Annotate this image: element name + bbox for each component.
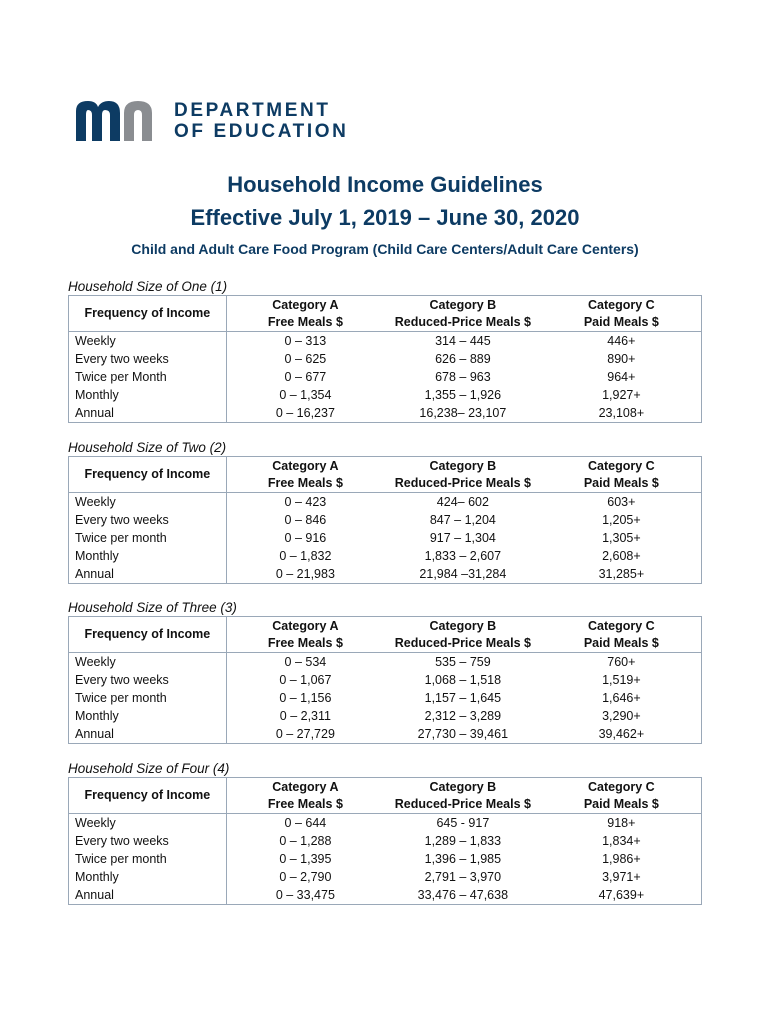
category-c-cell: 760+: [607, 655, 636, 669]
category-c-header: [542, 778, 702, 814]
table-row: [69, 529, 702, 547]
header-label: Free Meals $: [267, 796, 343, 811]
header-label: Paid Meals $: [583, 796, 659, 811]
category-b-header: [384, 778, 542, 814]
table-row: [69, 725, 702, 744]
frequency-cell: Annual: [69, 404, 227, 423]
category-a-cell: 0 – 644: [284, 816, 327, 830]
category-b-cell: 1,396 – 1,985: [424, 852, 502, 866]
category-c-cell: 1,205+: [602, 513, 641, 527]
table-row: [69, 707, 702, 725]
category-b-cell: 2,312 – 3,289: [424, 709, 502, 723]
table-header-row: [69, 457, 702, 493]
section-title: Household Size of Four (4): [68, 761, 230, 776]
category-c-cell: 47,639+: [598, 888, 645, 902]
header-label: Category B: [429, 458, 497, 473]
category-a-cell: 0 – 1,156: [279, 691, 332, 705]
category-c-cell: 1,834+: [602, 834, 641, 848]
table-row: [69, 850, 702, 868]
category-a-cell: 0 – 916: [284, 531, 327, 545]
household-section: [68, 760, 702, 905]
category-b-cell: 1,068 – 1,518: [424, 673, 502, 687]
program-name: Child and Adult Care Food Program (Child Care Centers/Adult Care Centers): [131, 241, 639, 257]
table-row: [69, 511, 702, 529]
frequency-header: [69, 778, 227, 814]
category-c-cell: 3,290+: [602, 709, 641, 723]
header-label: Category B: [429, 297, 497, 312]
frequency-cell: Monthly: [69, 386, 227, 404]
category-c-cell: 39,462+: [598, 727, 645, 741]
category-a-cell: 0 – 625: [284, 352, 327, 366]
header-label: Free Meals $: [267, 314, 343, 329]
category-b-cell: 33,476 – 47,638: [417, 888, 509, 902]
frequency-cell: Annual: [69, 886, 227, 905]
header-label: Reduced-Price Meals $: [394, 314, 531, 329]
category-b-header: [384, 457, 542, 493]
header-label: Reduced-Price Meals $: [394, 796, 531, 811]
category-b-cell: 2,791 – 3,970: [424, 870, 502, 884]
mn-logo-icon: [76, 101, 162, 141]
frequency-cell: Every two weeks: [69, 671, 227, 689]
table-row: [69, 404, 702, 423]
logo-line-2: OF EDUCATION: [174, 121, 349, 142]
table-row: [69, 493, 702, 512]
effective-dates: Effective July 1, 2019 – June 30, 2020: [190, 205, 580, 230]
category-c-cell: 1,305+: [602, 531, 641, 545]
category-a-cell: 0 – 2,790: [279, 870, 332, 884]
household-section: [68, 599, 702, 744]
category-a-cell: 0 – 27,729: [275, 727, 335, 741]
category-a-cell: 0 – 21,983: [275, 567, 335, 581]
category-a-cell: 0 – 1,832: [279, 549, 332, 563]
category-c-cell: 23,108+: [598, 406, 645, 420]
header-label: Paid Meals $: [583, 635, 659, 650]
category-c-cell: 2,608+: [602, 549, 641, 563]
category-b-cell: 678 – 963: [435, 370, 491, 384]
header-label: Category C: [588, 458, 655, 473]
frequency-cell: Twice per Month: [69, 368, 227, 386]
category-b-cell: 21,984 –31,284: [419, 567, 507, 581]
page-title: Household Income Guidelines: [227, 172, 543, 197]
category-a-cell: 0 – 2,311: [279, 709, 331, 723]
table-row: [69, 868, 702, 886]
frequency-cell: Monthly: [69, 547, 227, 565]
category-c-cell: 446+: [607, 334, 636, 348]
header-label: Free Meals $: [267, 475, 343, 490]
category-b-cell: 424– 602: [436, 495, 489, 509]
category-a-header: [226, 296, 384, 332]
category-c-header: [542, 296, 702, 332]
section-title: Household Size of Three (3): [68, 600, 237, 615]
header-label: Frequency of Income: [84, 788, 211, 802]
header-label: Frequency of Income: [84, 306, 211, 320]
category-a-cell: 0 – 33,475: [275, 888, 335, 902]
category-a-cell: 0 – 1,354: [279, 388, 332, 402]
category-b-cell: 645 - 917: [436, 816, 490, 830]
category-a-cell: 0 – 423: [284, 495, 327, 509]
household-section: [68, 439, 702, 584]
category-a-cell: 0 – 313: [284, 334, 327, 348]
category-c-cell: 603+: [607, 495, 636, 509]
header-label: Category A: [272, 458, 339, 473]
category-c-cell: 918+: [607, 816, 636, 830]
frequency-cell: Weekly: [69, 493, 227, 512]
table-row: [69, 814, 702, 833]
table-row: [69, 565, 702, 584]
frequency-cell: Annual: [69, 565, 227, 584]
category-c-cell: 1,646+: [602, 691, 641, 705]
category-c-cell: 1,986+: [602, 852, 641, 866]
header-label: Category C: [588, 297, 655, 312]
table-row: [69, 332, 702, 351]
table-row: [69, 886, 702, 905]
header-label: Reduced-Price Meals $: [394, 635, 531, 650]
category-b-cell: 27,730 – 39,461: [417, 727, 509, 741]
category-b-header: [384, 296, 542, 332]
frequency-cell: Twice per month: [69, 850, 227, 868]
table-row: [69, 368, 702, 386]
category-c-cell: 1,927+: [602, 388, 641, 402]
category-c-header: [542, 457, 702, 493]
header-label: Category A: [272, 297, 339, 312]
frequency-cell: Monthly: [69, 707, 227, 725]
header-label: Category A: [272, 618, 339, 633]
header-label: Paid Meals $: [583, 314, 659, 329]
income-table: [68, 456, 702, 584]
category-c-cell: 964+: [607, 370, 636, 384]
category-a-cell: 0 – 677: [284, 370, 327, 384]
section-title: Household Size of Two (2): [68, 440, 227, 455]
frequency-cell: Every two weeks: [69, 511, 227, 529]
frequency-cell: Weekly: [69, 653, 227, 672]
category-a-cell: 0 – 534: [284, 655, 327, 669]
category-a-cell: 0 – 1,288: [279, 834, 332, 848]
frequency-cell: Weekly: [69, 814, 227, 833]
section-title: Household Size of One (1): [68, 279, 228, 294]
category-a-cell: 0 – 1,067: [279, 673, 332, 687]
header-label: Frequency of Income: [84, 467, 211, 481]
category-a-cell: 0 – 1,395: [279, 852, 332, 866]
frequency-header: [69, 457, 227, 493]
frequency-cell: Annual: [69, 725, 227, 744]
frequency-header: [69, 296, 227, 332]
category-b-cell: 847 – 1,204: [429, 513, 496, 527]
table-row: [69, 386, 702, 404]
frequency-cell: Twice per month: [69, 529, 227, 547]
table-header-row: [69, 617, 702, 653]
category-c-cell: 3,971+: [602, 870, 641, 884]
category-c-cell: 31,285+: [598, 567, 645, 581]
category-c-header: [542, 617, 702, 653]
table-row: [69, 653, 702, 672]
frequency-cell: Every two weeks: [69, 350, 227, 368]
frequency-cell: Weekly: [69, 332, 227, 351]
header-label: Category C: [588, 618, 655, 633]
header-label: Reduced-Price Meals $: [394, 475, 531, 490]
frequency-header: [69, 617, 227, 653]
category-a-cell: 0 – 846: [284, 513, 327, 527]
table-row: [69, 689, 702, 707]
category-a-header: [226, 778, 384, 814]
frequency-cell: Every two weeks: [69, 832, 227, 850]
category-b-cell: 626 – 889: [435, 352, 491, 366]
category-b-cell: 16,238– 23,107: [419, 406, 507, 420]
header-label: Category A: [272, 779, 339, 794]
income-table: [68, 295, 702, 423]
category-b-cell: 1,355 – 1,926: [424, 388, 502, 402]
income-table: [68, 616, 702, 744]
category-b-header: [384, 617, 542, 653]
category-b-cell: 1,833 – 2,607: [424, 549, 502, 563]
category-c-cell: 890+: [607, 352, 636, 366]
category-a-header: [226, 617, 384, 653]
header-label: Free Meals $: [267, 635, 343, 650]
category-b-cell: 1,157 – 1,645: [424, 691, 502, 705]
header-label: Category B: [429, 779, 497, 794]
category-a-cell: 0 – 16,237: [275, 406, 335, 420]
table-header-row: [69, 778, 702, 814]
mn-education-logo: [76, 100, 348, 142]
table-header-row: [69, 296, 702, 332]
header-label: Frequency of Income: [84, 627, 211, 641]
household-section: [68, 278, 702, 423]
income-table: [68, 777, 702, 905]
category-b-cell: 535 – 759: [435, 655, 491, 669]
category-a-header: [226, 457, 384, 493]
frequency-cell: Monthly: [69, 868, 227, 886]
header-label: Category B: [429, 618, 497, 633]
logo-line-1: DEPARTMENT: [174, 100, 331, 121]
table-row: [69, 832, 702, 850]
table-row: [69, 671, 702, 689]
header-label: Paid Meals $: [583, 475, 659, 490]
table-row: [69, 547, 702, 565]
category-c-cell: 1,519+: [602, 673, 641, 687]
frequency-cell: Twice per month: [69, 689, 227, 707]
header-label: Category C: [588, 779, 655, 794]
category-b-cell: 1,289 – 1,833: [424, 834, 502, 848]
category-b-cell: 917 – 1,304: [429, 531, 496, 545]
category-b-cell: 314 – 445: [435, 334, 491, 348]
table-row: [69, 350, 702, 368]
